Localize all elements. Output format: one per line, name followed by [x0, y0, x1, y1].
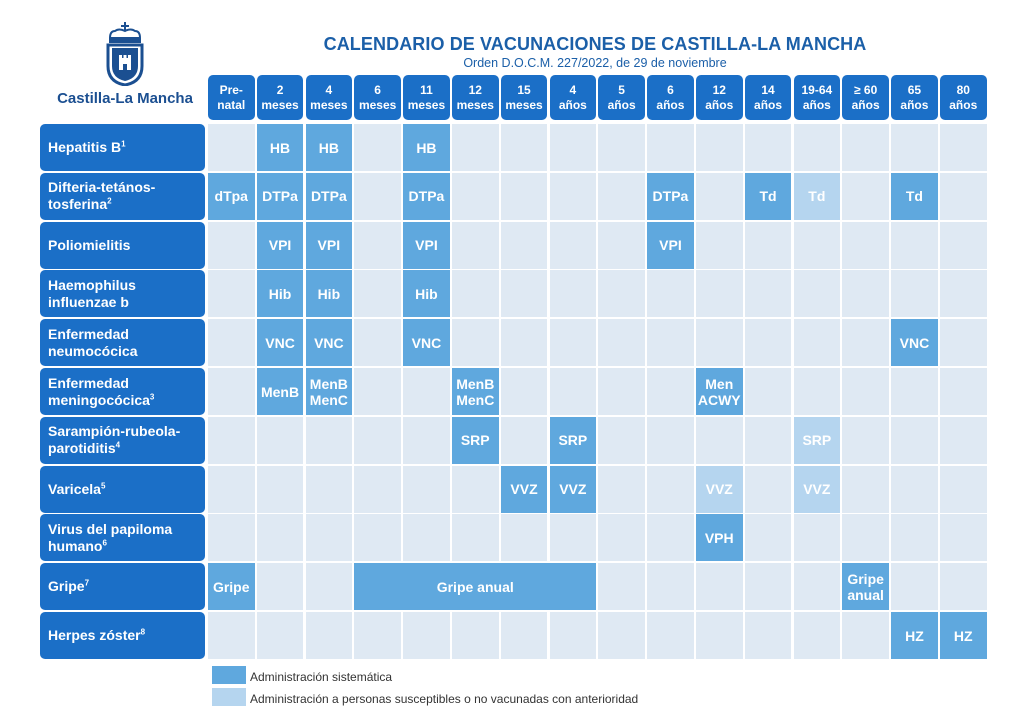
table-cell [306, 612, 353, 659]
vaccine-dose: VVZ [696, 466, 743, 513]
table-cell [550, 612, 597, 659]
table-cell [257, 417, 304, 464]
table-cell [452, 173, 499, 220]
table-cell [403, 612, 450, 659]
table-cell [208, 368, 255, 415]
vaccine-dose: Gripe [208, 563, 255, 610]
table-cell [745, 514, 792, 561]
legend-swatch-susceptible [212, 688, 246, 706]
table-cell [257, 466, 304, 513]
table-cell [745, 222, 792, 269]
vaccine-dose: VVZ [550, 466, 597, 513]
table-cell [891, 563, 938, 610]
vaccine-dose: VVZ [794, 466, 841, 513]
vaccine-dose: VPH [696, 514, 743, 561]
table-cell [452, 222, 499, 269]
table-cell [745, 368, 792, 415]
table-cell [598, 563, 645, 610]
table-cell [257, 514, 304, 561]
vaccine-dose: DTPa [257, 173, 304, 220]
page-subtitle: Orden D.O.C.M. 227/2022, de 29 de noviembre [463, 56, 727, 70]
vaccine-dose: VNC [257, 319, 304, 366]
table-cell [647, 563, 694, 610]
table-cell [647, 466, 694, 513]
vaccine-dose: SRP [452, 417, 499, 464]
table-cell [891, 124, 938, 171]
vaccine-dose: Hib [306, 270, 353, 317]
table-cell [842, 270, 889, 317]
table-cell [745, 466, 792, 513]
table-cell [208, 319, 255, 366]
table-cell [598, 222, 645, 269]
table-cell [794, 368, 841, 415]
table-cell [745, 612, 792, 659]
table-cell [696, 612, 743, 659]
vaccine-dose: VPI [306, 222, 353, 269]
table-cell [598, 270, 645, 317]
row-label-5: Enfermedad meningocócica$^3$ [40, 368, 205, 415]
table-cell [501, 319, 548, 366]
vaccine-dose: VVZ [501, 466, 548, 513]
table-cell [550, 270, 597, 317]
age-header-12: 19-64 años [794, 75, 841, 120]
row-label-10: Herpes zóster$^8$ [40, 612, 205, 659]
vaccine-dose: Men ACWY [696, 368, 743, 415]
table-cell [745, 124, 792, 171]
table-cell [550, 514, 597, 561]
table-cell [891, 222, 938, 269]
table-cell [598, 514, 645, 561]
table-cell [452, 466, 499, 513]
vaccine-dose: HZ [891, 612, 938, 659]
vaccine-dose: VNC [403, 319, 450, 366]
table-cell [208, 466, 255, 513]
table-cell [891, 270, 938, 317]
table-cell [940, 514, 987, 561]
table-cell [354, 319, 401, 366]
table-cell [842, 612, 889, 659]
vaccine-dose: VPI [403, 222, 450, 269]
table-cell [501, 612, 548, 659]
table-cell [598, 612, 645, 659]
table-cell [842, 514, 889, 561]
table-cell [354, 124, 401, 171]
table-cell [696, 563, 743, 610]
table-cell [208, 222, 255, 269]
table-cell [842, 222, 889, 269]
table-cell [696, 124, 743, 171]
table-cell [598, 417, 645, 464]
table-cell [550, 319, 597, 366]
vaccine-dose: MenB MenC [452, 368, 499, 415]
table-cell [208, 417, 255, 464]
table-cell [794, 270, 841, 317]
vaccine-dose: VNC [891, 319, 938, 366]
legend-label-susceptible: Administración a personas susceptibles o no vacunadas con anterioridad [250, 692, 639, 706]
legend-label-systematic: Administración sistemática [250, 670, 393, 684]
age-header-13: ≥ 60 años [842, 75, 889, 120]
table-cell [647, 612, 694, 659]
table-cell [794, 222, 841, 269]
vaccine-dose: dTpa [208, 173, 255, 220]
table-cell [598, 319, 645, 366]
table-cell [745, 417, 792, 464]
table-cell [745, 319, 792, 366]
table-cell [354, 466, 401, 513]
table-cell [501, 368, 548, 415]
table-cell [452, 514, 499, 561]
table-cell [696, 222, 743, 269]
page-title: CALENDARIO DE VACUNACIONES DE CASTILLA-LA MANCHA [323, 34, 867, 54]
table-cell [940, 222, 987, 269]
row-label-7: Varicela$^5$ [40, 466, 205, 513]
vaccine-dose: MenB MenC [306, 368, 353, 415]
table-cell [550, 124, 597, 171]
table-cell [354, 173, 401, 220]
age-header-14: 65 años [891, 75, 938, 120]
vaccine-dose: Hib [403, 270, 450, 317]
table-cell [354, 417, 401, 464]
table-cell [598, 368, 645, 415]
table-cell [940, 270, 987, 317]
table-cell [842, 466, 889, 513]
table-cell [696, 173, 743, 220]
vaccine-dose: DTPa [647, 173, 694, 220]
age-header-15: 80 años [940, 75, 987, 120]
table-cell [550, 368, 597, 415]
row-label-6: Sarampión-rubeola- parotiditis$^4$ [40, 417, 205, 464]
table-cell [501, 173, 548, 220]
table-cell [550, 222, 597, 269]
table-cell [403, 417, 450, 464]
table-cell [842, 173, 889, 220]
table-cell [452, 270, 499, 317]
table-cell [306, 563, 353, 610]
row-label-4: Enfermedad neumocócica [40, 319, 205, 366]
age-header-6: 15 meses [501, 75, 548, 120]
table-cell [940, 124, 987, 171]
table-cell [842, 124, 889, 171]
vaccine-dose: DTPa [306, 173, 353, 220]
vaccine-dose: VPI [257, 222, 304, 269]
row-label-8: Virus del papiloma humano$^6$ [40, 514, 205, 561]
table-cell [354, 612, 401, 659]
table-cell [354, 514, 401, 561]
table-cell [550, 173, 597, 220]
age-header-8: 5 años [598, 75, 645, 120]
table-cell [452, 319, 499, 366]
table-cell [940, 368, 987, 415]
age-header-11: 14 años [745, 75, 792, 120]
table-cell [940, 417, 987, 464]
age-header-5: 12 meses [452, 75, 499, 120]
row-label-2: Poliomielitis [40, 222, 205, 269]
age-header-10: 12 años [696, 75, 743, 120]
age-header-7: 4 años [550, 75, 597, 120]
table-cell [745, 563, 792, 610]
table-cell [891, 466, 938, 513]
table-cell [647, 319, 694, 366]
table-cell [696, 319, 743, 366]
table-cell [940, 466, 987, 513]
vaccine-dose: HB [257, 124, 304, 171]
vaccine-dose: Td [794, 173, 841, 220]
table-cell [891, 417, 938, 464]
row-label-9: Gripe$^7$ [40, 563, 205, 610]
table-cell [794, 514, 841, 561]
table-cell [354, 368, 401, 415]
age-header-3: 6 meses [354, 75, 401, 120]
table-cell [501, 417, 548, 464]
table-cell [452, 124, 499, 171]
row-label-0: Hepatitis $B^1$ [40, 124, 205, 171]
vaccine-dose: SRP [550, 417, 597, 464]
table-cell [501, 270, 548, 317]
table-cell [940, 563, 987, 610]
table-cell [403, 368, 450, 415]
table-cell [208, 270, 255, 317]
vaccine-dose: HB [403, 124, 450, 171]
table-cell [403, 466, 450, 513]
table-cell [794, 563, 841, 610]
vaccine-dose: DTPa [403, 173, 450, 220]
table-cell [257, 563, 304, 610]
vaccine-dose: VNC [306, 319, 353, 366]
table-cell [306, 417, 353, 464]
table-cell [891, 514, 938, 561]
age-header-0: Pre- natal [208, 75, 255, 120]
table-cell [842, 368, 889, 415]
table-cell [842, 319, 889, 366]
vaccine-dose: MenB [257, 368, 304, 415]
vaccine-dose: Td [745, 173, 792, 220]
table-cell [647, 368, 694, 415]
table-cell [647, 514, 694, 561]
age-header-2: 4 meses [306, 75, 353, 120]
table-cell [306, 514, 353, 561]
vaccine-dose: HZ [940, 612, 987, 659]
table-cell [598, 124, 645, 171]
age-header-1: 2 meses [257, 75, 304, 120]
legend-swatch-systematic [212, 666, 246, 684]
table-cell [745, 270, 792, 317]
table-cell [794, 612, 841, 659]
table-cell [598, 173, 645, 220]
table-cell [696, 417, 743, 464]
table-cell [354, 270, 401, 317]
vaccine-dose: Gripe anual [354, 563, 596, 610]
table-cell [794, 319, 841, 366]
table-cell [208, 514, 255, 561]
table-cell [647, 417, 694, 464]
row-label-1: Difteria-tetános- tosferina$^2$ [40, 173, 205, 220]
age-header-9: 6 años [647, 75, 694, 120]
vaccine-dose: HB [306, 124, 353, 171]
table-cell [647, 124, 694, 171]
table-cell [891, 368, 938, 415]
table-cell [208, 612, 255, 659]
table-cell [306, 466, 353, 513]
table-cell [940, 173, 987, 220]
table-cell [257, 612, 304, 659]
age-header-4: 11 meses [403, 75, 450, 120]
table-cell [501, 124, 548, 171]
vaccine-dose: SRP [794, 417, 841, 464]
table-cell [452, 612, 499, 659]
vaccine-dose: Hib [257, 270, 304, 317]
table-cell [501, 514, 548, 561]
table-cell [842, 417, 889, 464]
table-cell [794, 124, 841, 171]
row-label-3: Haemophilus influenzae b [40, 270, 205, 317]
vaccine-dose: Td [891, 173, 938, 220]
table-cell [940, 319, 987, 366]
table-cell [598, 466, 645, 513]
table-cell [354, 222, 401, 269]
vaccine-dose: Gripe anual [842, 563, 889, 610]
vaccine-dose: VPI [647, 222, 694, 269]
logo-text: Castilla-La Mancha [57, 90, 193, 107]
table-cell [403, 514, 450, 561]
table-cell [501, 222, 548, 269]
table-cell [647, 270, 694, 317]
table-cell [696, 270, 743, 317]
table-cell [208, 124, 255, 171]
